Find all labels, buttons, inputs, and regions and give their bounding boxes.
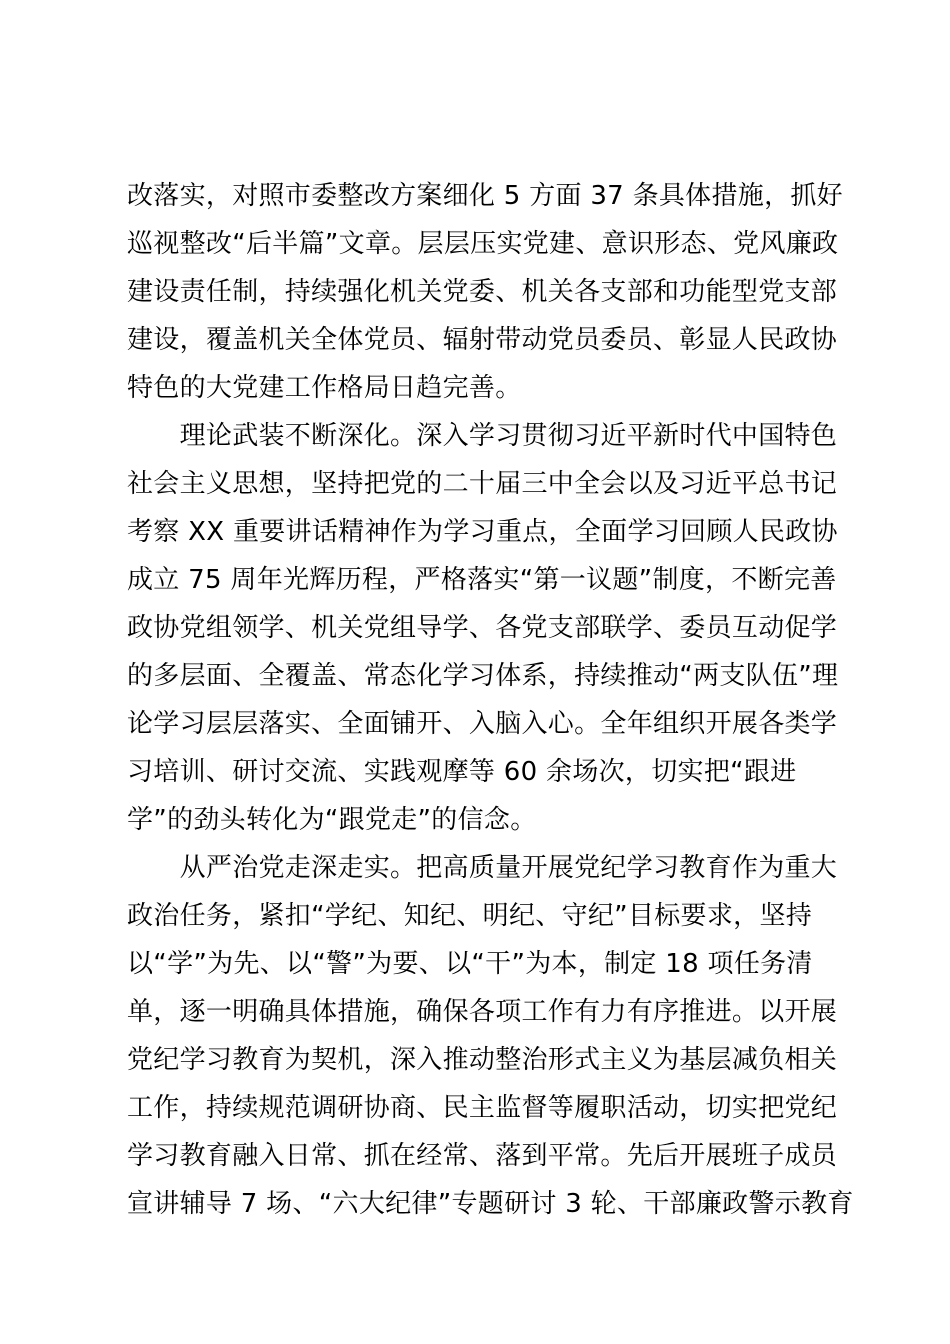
- text-line: 党纪学习教育为契机，深入推动整治形式主义为基层减负相关: [127, 1045, 838, 1075]
- text-line: 成立 75 周年光辉历程，严格落实“第一议题”制度，不断完善: [127, 565, 837, 595]
- body-text: [127, 172, 854, 1228]
- text-line: 政协党组领学、机关党组导学、各党支部联学、委员互动促学: [127, 613, 838, 643]
- text-line: 单，逐一明确具体措施，确保各项工作有力有序推进。以开展: [127, 997, 838, 1027]
- text-line: 习培训、研讨交流、实践观摩等 60 余场次，切实把“跟进: [127, 757, 797, 787]
- text-line: 改落实，对照市委整改方案细化 5 方面 37 条具体措施，抓好: [127, 181, 843, 211]
- text-line: 政治任务，紧扣“学纪、知纪、明纪、守纪”目标要求，坚持: [127, 901, 813, 931]
- text-line: 工作，持续规范调研协商、民主监督等履职活动，切实把党纪: [127, 1093, 838, 1123]
- text-line: 建设责任制，持续强化机关党委、机关各支部和功能型党支部: [127, 277, 838, 307]
- text-line: 社会主义思想，坚持把党的二十届三中全会以及习近平总书记: [127, 469, 838, 499]
- text-line: 学习教育融入日常、抓在经常、落到平常。先后开展班子成员: [127, 1141, 838, 1171]
- text-line: 的多层面、全覆盖、常态化学习体系，持续推动“两支队伍”理: [127, 661, 839, 691]
- paragraph-start-line: 理论武装不断深化。深入学习贯彻习近平新时代中国特色: [127, 421, 838, 451]
- paragraph-start-line: 从严治党走深走实。把高质量开展党纪学习教育作为重大: [127, 853, 838, 883]
- text-line: 论学习层层落实、全面铺开、入脑入心。全年组织开展各类学: [127, 709, 838, 739]
- text-line: 考察 XX 重要讲话精神作为学习重点，全面学习回顾人民政协: [127, 517, 838, 547]
- text-line: 宣讲辅导 7 场、“六大纪律”专题研讨 3 轮、干部廉政警示教育: [127, 1189, 854, 1219]
- text-line: 学”的劲头转化为“跟党走”的信念。: [127, 805, 537, 835]
- text-line: 特色的大党建工作格局日趋完善。: [127, 373, 522, 403]
- text-line: 巡视整改“后半篇”文章。层层压实党建、意识形态、党风廉政: [127, 229, 839, 259]
- text-line: 以“学”为先、以“警”为要、以“干”为本，制定 18 项任务清: [127, 949, 813, 979]
- text-line: 建设，覆盖机关全体党员、辐射带动党员委员、彰显人民政协: [127, 325, 838, 355]
